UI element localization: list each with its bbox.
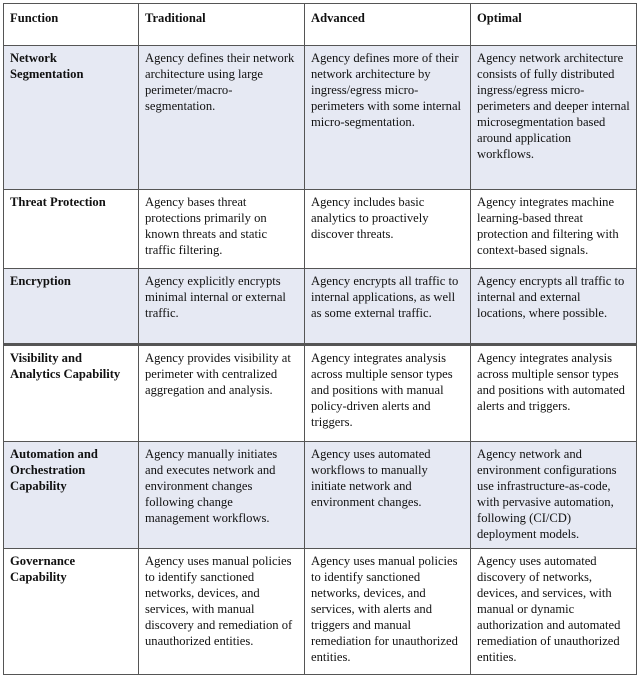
function-cell: Threat Protection bbox=[4, 190, 139, 269]
optimal-cell: Agency integrates machine learning-based threat protection and filtering with context-based signals. bbox=[471, 190, 637, 269]
table-row bbox=[4, 269, 637, 345]
advanced-cell: Agency uses automated workflows to manually initiate network and environment changes. bbox=[305, 442, 471, 549]
table-row bbox=[4, 442, 637, 549]
table-row bbox=[4, 190, 637, 269]
optimal-cell: Agency network architecture consists of fully distributed ingress/egress micro-perimeters and deeper internal microsegmentation based around application workflows. bbox=[471, 46, 637, 190]
advanced-cell: Agency uses manual policies to identify sanctioned networks, devices, and services, with alerts and triggers and manual remediation for unauthorized entities. bbox=[305, 549, 471, 675]
traditional-cell: Agency provides visibility at perimeter with centralized aggregation and analysis. bbox=[139, 345, 305, 442]
function-cell: Network Segmentation bbox=[4, 46, 139, 190]
header-row bbox=[4, 4, 637, 46]
function-cell: Encryption bbox=[4, 269, 139, 345]
advanced-cell: Agency includes basic analytics to proactively discover threats. bbox=[305, 190, 471, 269]
advanced-cell: Agency defines more of their network architecture by ingress/egress micro-perimeters with some internal micro-segmentation. bbox=[305, 46, 471, 190]
traditional-cell: Agency explicitly encrypts minimal internal or external traffic. bbox=[139, 269, 305, 345]
maturity-table bbox=[3, 3, 637, 675]
traditional-cell: Agency defines their network architecture using large perimeter/macro-segmentation. bbox=[139, 46, 305, 190]
header-traditional: Traditional bbox=[139, 4, 305, 46]
optimal-cell: Agency encrypts all traffic to internal and external locations, where possible. bbox=[471, 269, 637, 345]
traditional-cell: Agency manually initiates and executes network and environment changes following change management workflows. bbox=[139, 442, 305, 549]
traditional-cell: Agency uses manual policies to identify sanctioned networks, devices, and services, with manual discovery and remediation of unauthorized entities. bbox=[139, 549, 305, 675]
advanced-cell: Agency integrates analysis across multiple sensor types and positions with manual policy-driven alerts and triggers. bbox=[305, 345, 471, 442]
function-cell: Governance Capability bbox=[4, 549, 139, 675]
advanced-cell: Agency encrypts all traffic to internal applications, as well as some external traffic. bbox=[305, 269, 471, 345]
header-advanced: Advanced bbox=[305, 4, 471, 46]
table-row bbox=[4, 345, 637, 442]
optimal-cell: Agency uses automated discovery of networks, devices, and services, with manual or dynamic authorization and automated remediation of unauthorized entities. bbox=[471, 549, 637, 675]
optimal-cell: Agency network and environment configurations use infrastructure-as-code, with pervasive automation, following (CI/CD) deployment models. bbox=[471, 442, 637, 549]
table-row bbox=[4, 46, 637, 190]
traditional-cell: Agency bases threat protections primarily on known threats and static traffic filtering. bbox=[139, 190, 305, 269]
optimal-cell: Agency integrates analysis across multiple sensor types and positions with automated alerts and triggers. bbox=[471, 345, 637, 442]
header-function: Function bbox=[4, 4, 139, 46]
header-optimal: Optimal bbox=[471, 4, 637, 46]
table-row bbox=[4, 549, 637, 675]
function-cell: Automation and Orchestration Capability bbox=[4, 442, 139, 549]
function-cell: Visibility and Analytics Capability bbox=[4, 345, 139, 442]
